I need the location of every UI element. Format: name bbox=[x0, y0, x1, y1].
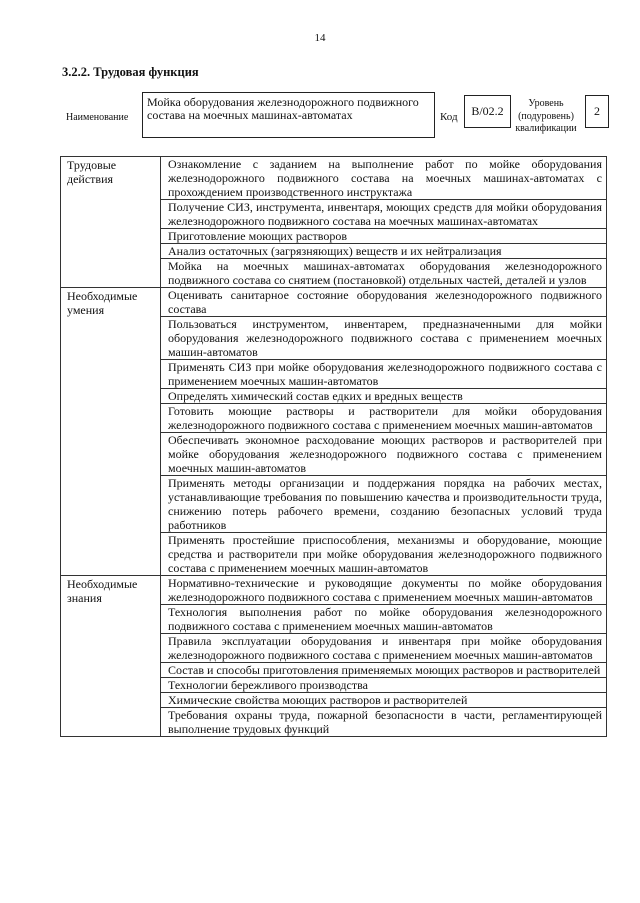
item-cell: Состав и способы приготовления применяемых моющих растворов и растворителей bbox=[161, 663, 607, 678]
item-cell: Технологии бережливого производства bbox=[161, 678, 607, 693]
item-cell: Приготовление моющих растворов bbox=[161, 229, 607, 244]
item-cell: Нормативно-технические и руководящие документы по мойке оборудования железнодорожного подвижного состава с применением моечных машин-автоматов bbox=[161, 576, 607, 605]
item-cell: Обеспечивать экономное расходование моющих растворов и растворителей при мойке оборудования железнодорожного подвижного состава с применением моечных машин-автоматов bbox=[161, 433, 607, 476]
function-name: Мойка оборудования железнодорожного подвижного состава на моечных машинах-автоматах bbox=[142, 92, 435, 138]
qualification-level-label: Уровень (подуровень) квалификации bbox=[515, 98, 577, 134]
item-cell: Анализ остаточных (загрязняющих) веществ и их нейтрализация bbox=[161, 244, 607, 259]
function-header bbox=[60, 90, 614, 140]
page-number: 14 bbox=[314, 32, 326, 44]
item-cell: Применять СИЗ при мойке оборудования железнодорожного подвижного состава с применением моечных машин-автоматов bbox=[161, 360, 607, 389]
code-label: Код bbox=[440, 111, 458, 123]
name-label: Наименование bbox=[66, 112, 129, 123]
section-title: 3.2.2. Трудовая функция bbox=[62, 65, 199, 79]
item-cell: Ознакомление с заданием на выполнение работ по мойке оборудования железнодорожного подвижного состава на моечных машинах-автоматах с прохождением производственного инструктажа bbox=[161, 157, 607, 200]
item-cell: Пользоваться инструментом, инвентарем, предназначенными для мойки оборудования железнодорожного подвижного состава с применением моечных машин-автоматов bbox=[161, 317, 607, 360]
item-cell: Получение СИЗ, инструмента, инвентаря, моющих средств для мойки оборудования железнодорожного подвижного состава на моечных машинах-автоматах bbox=[161, 200, 607, 229]
item-cell: Применять простейшие приспособления, механизмы и оборудование, моющие средства и растворители при мойке оборудования железнодорожного подвижного состава с применением моечных машин-автоматов bbox=[161, 533, 607, 576]
category-cell: Необходимые знания bbox=[61, 576, 161, 737]
item-cell: Определять химический состав едких и вредных веществ bbox=[161, 389, 607, 404]
category-cell: Трудовые действия bbox=[61, 157, 161, 288]
item-cell: Технология выполнения работ по мойке оборудования железнодорожного подвижного состава с применением моечных машин-автоматов bbox=[161, 605, 607, 634]
item-cell: Готовить моющие растворы и растворители для мойки оборудования железнодорожного подвижного состава с применением моечных машин-автоматов bbox=[161, 404, 607, 433]
item-cell: Правила эксплуатации оборудования и инвентаря при мойке оборудования железнодорожного подвижного состава с применением моечных машин-автоматов bbox=[161, 634, 607, 663]
table-row bbox=[61, 157, 607, 200]
item-cell: Мойка на моечных машинах-автоматах оборудования железнодорожного подвижного состава со снятием (постановкой) отдельных частей, деталей и узлов bbox=[161, 259, 607, 288]
qualification-level: 2 bbox=[585, 95, 609, 128]
item-cell: Химические свойства моющих растворов и растворителей bbox=[161, 693, 607, 708]
function-code: B/02.2 bbox=[464, 95, 511, 128]
item-cell: Применять методы организации и поддержания порядка на рабочих местах, устанавливающие требования по повышению качества и производительности труда, снижению потерь рабочего времени, созданию безопасных условий труда работников bbox=[161, 476, 607, 533]
table-body bbox=[61, 157, 607, 737]
table-row bbox=[61, 576, 607, 605]
item-cell: Оценивать санитарное состояние оборудования железнодорожного подвижного состава bbox=[161, 288, 607, 317]
category-cell: Необходимые умения bbox=[61, 288, 161, 576]
table-row bbox=[61, 288, 607, 317]
item-cell: Требования охраны труда, пожарной безопасности в части, регламентирующей выполнение трудовых функций bbox=[161, 708, 607, 737]
labor-function-table bbox=[60, 156, 607, 737]
